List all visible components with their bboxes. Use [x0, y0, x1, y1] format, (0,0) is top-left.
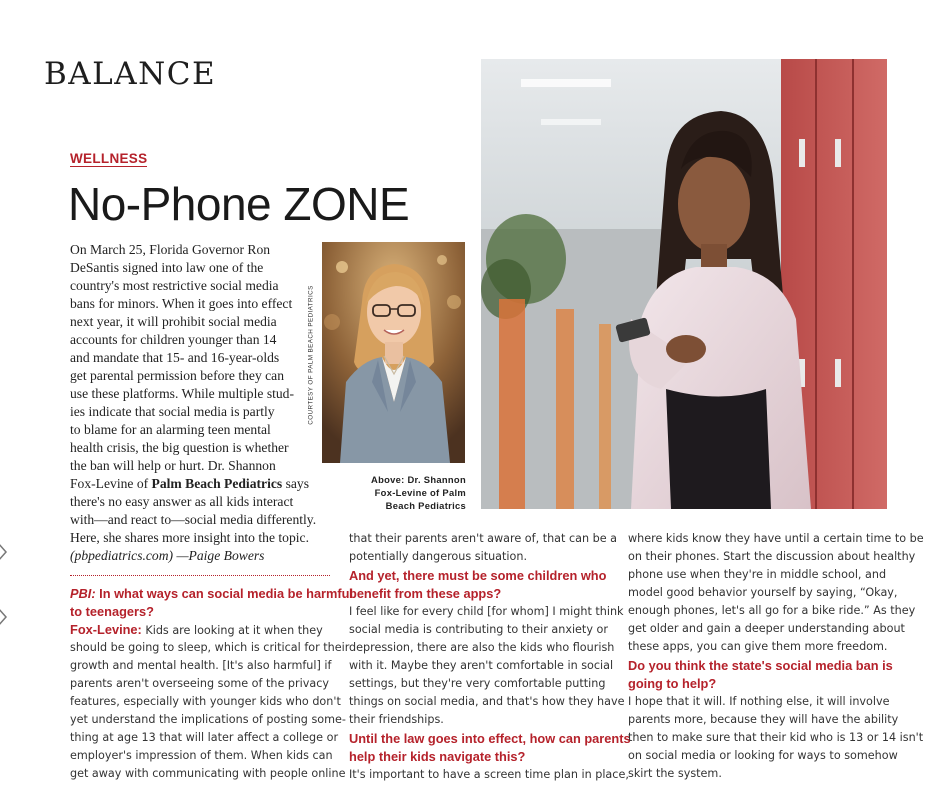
intro-text: Fox-Levine of — [70, 476, 152, 491]
answer-line: social media is contributing to their anxiety or — [349, 623, 608, 636]
intro-text: says — [285, 476, 309, 491]
intro-line: Here, she shares more insight into the topic. — [70, 530, 309, 545]
kicker-label: WELLNESS — [70, 151, 148, 166]
question-text: In what ways can social media be harmful — [95, 586, 354, 601]
qa-column-2 — [349, 530, 631, 795]
answer-line: on their phones. Start the discussion about healthy — [628, 550, 916, 563]
intro-line: accounts for children younger than 14 — [70, 332, 277, 347]
intro-line: On March 25, Florida Governor Ron — [70, 242, 271, 257]
question-line: benefit from these apps? — [349, 586, 502, 601]
answer-line: thing at age 13 that will later affect a college or — [70, 731, 339, 744]
practice-name: Palm Beach Pediatrics — [151, 476, 283, 491]
answer-line: their friendships. — [349, 713, 444, 726]
caption-line: Beach Pediatrics — [385, 500, 466, 511]
photo-credit — [305, 246, 317, 464]
answer-line: potentially dangerous situation. — [349, 550, 528, 563]
answer-line: features, especially with younger kids who don't — [70, 695, 341, 708]
answer-line: model good behavior yourself by saying, “Okay, — [628, 586, 898, 599]
question-line: to teenagers? — [70, 604, 154, 619]
intro-line — [70, 475, 309, 493]
answer-line: where kids know they have until a certain time to be — [628, 532, 924, 545]
answer-line: employer's impression of them. When kids can — [70, 749, 333, 762]
intro-line: bans for minors. When it goes into effect — [70, 296, 293, 311]
intro-paragraph — [70, 241, 320, 571]
answer-line: skirt the system. — [628, 767, 722, 780]
answer-line: I feel like for every child [for whom] I might think — [349, 605, 624, 618]
previous-page-arrow-icon[interactable] — [0, 541, 8, 563]
answer-line: enough phones, let's all go for a bike ride.” As they — [628, 604, 916, 617]
caption-line: Above: Dr. Shannon — [371, 474, 466, 485]
question-line: And yet, there must be some children who — [349, 568, 607, 583]
intro-line: the ban will help or hurt. Dr. Shannon — [70, 458, 276, 473]
answer-line: parents more, because they will have the ability — [628, 713, 899, 726]
answer-line: things on social media, and that's how they have — [349, 695, 625, 708]
intro-line: to blame for an alarming teen mental — [70, 422, 271, 437]
intro-line: health crisis, the big question is whether — [70, 440, 289, 455]
intro-line: use these platforms. While multiple stud- — [70, 386, 295, 401]
intro-line: there's no easy answer as all kids interact — [70, 494, 294, 509]
answer-line: settings, but they're very comfortable putting — [349, 677, 606, 690]
answer-line: parents aren't overseeing some of the privacy — [70, 677, 329, 690]
question-line: Do you think the state's social media ban is — [628, 658, 893, 673]
caption-line: Fox-Levine of Palm — [374, 487, 466, 498]
portrait-photo — [322, 242, 465, 463]
intro-line: country's most restrictive social media — [70, 278, 279, 293]
answer-line: yet understand the implications of posting some- — [70, 713, 346, 726]
answer-line: that their parents aren't aware of, that can be a — [349, 532, 618, 545]
question-line: going to help? — [628, 676, 717, 691]
intro-line: and mandate that 15- and 16-year-olds — [70, 350, 280, 365]
photo-caption — [340, 473, 466, 512]
qa-column-3 — [628, 530, 924, 795]
intro-line: DeSantis signed into law one of the — [70, 260, 264, 275]
answer-line: It's important to have a screen time plan in place, — [349, 768, 629, 781]
interviewer-label: PBI: — [70, 586, 96, 601]
answer-line: these apps, you can give them more freedom. — [628, 640, 888, 653]
question-line: Until the law goes into effect, how can parents — [349, 731, 631, 746]
answer-line: depression, there are also the kids who flourish — [349, 641, 615, 654]
hero-illustration — [481, 59, 887, 509]
answer-line: on social media or looking for ways to somehow — [628, 749, 898, 762]
answer-line: then to make sure that their kid who is 13 or 14 isn't — [628, 731, 924, 744]
interviewee-label: Fox-Levine: — [70, 622, 142, 637]
intro-line: next year, it will prohibit social media — [70, 314, 277, 329]
portrait-illustration — [322, 242, 465, 463]
question-line — [70, 585, 353, 603]
answer-line: growth and mental health. [It's also harmful] if — [70, 659, 332, 672]
photo-credit-text: COURTESY OF PALM BEACH PEDIATRICS — [307, 285, 315, 425]
answer-line: I hope that it will. If nothing else, it will involve — [628, 695, 890, 708]
question-line: help their kids navigate this? — [349, 749, 526, 764]
answer-line: with it. Maybe they aren't comfortable in social — [349, 659, 614, 672]
intro-line: with—and react to—social media differently. — [70, 512, 317, 527]
hero-photo — [481, 59, 887, 509]
next-page-arrow-icon[interactable] — [0, 606, 8, 628]
qa-column-1 — [70, 585, 354, 795]
answer-line: get away with communicating with people online — [70, 767, 346, 780]
headline: No-Phone ZONE — [68, 178, 410, 230]
section-title: BALANCE — [44, 56, 217, 92]
intro-line: get parental permission before they can — [70, 368, 285, 383]
answer-line: should be going to sleep, which is critical for their — [70, 641, 350, 654]
answer-line — [70, 621, 323, 640]
answer-line: phone use when they're in middle school, and — [628, 568, 887, 581]
answer-text: Kids are looking at it when they — [141, 624, 323, 637]
section-divider — [70, 575, 330, 576]
intro-byline: (pbpediatrics.com) —Paige Bowers — [70, 548, 265, 563]
intro-line: ies indicate that social media is partly — [70, 404, 275, 419]
answer-line: get older and gain a deeper understanding about — [628, 622, 905, 635]
